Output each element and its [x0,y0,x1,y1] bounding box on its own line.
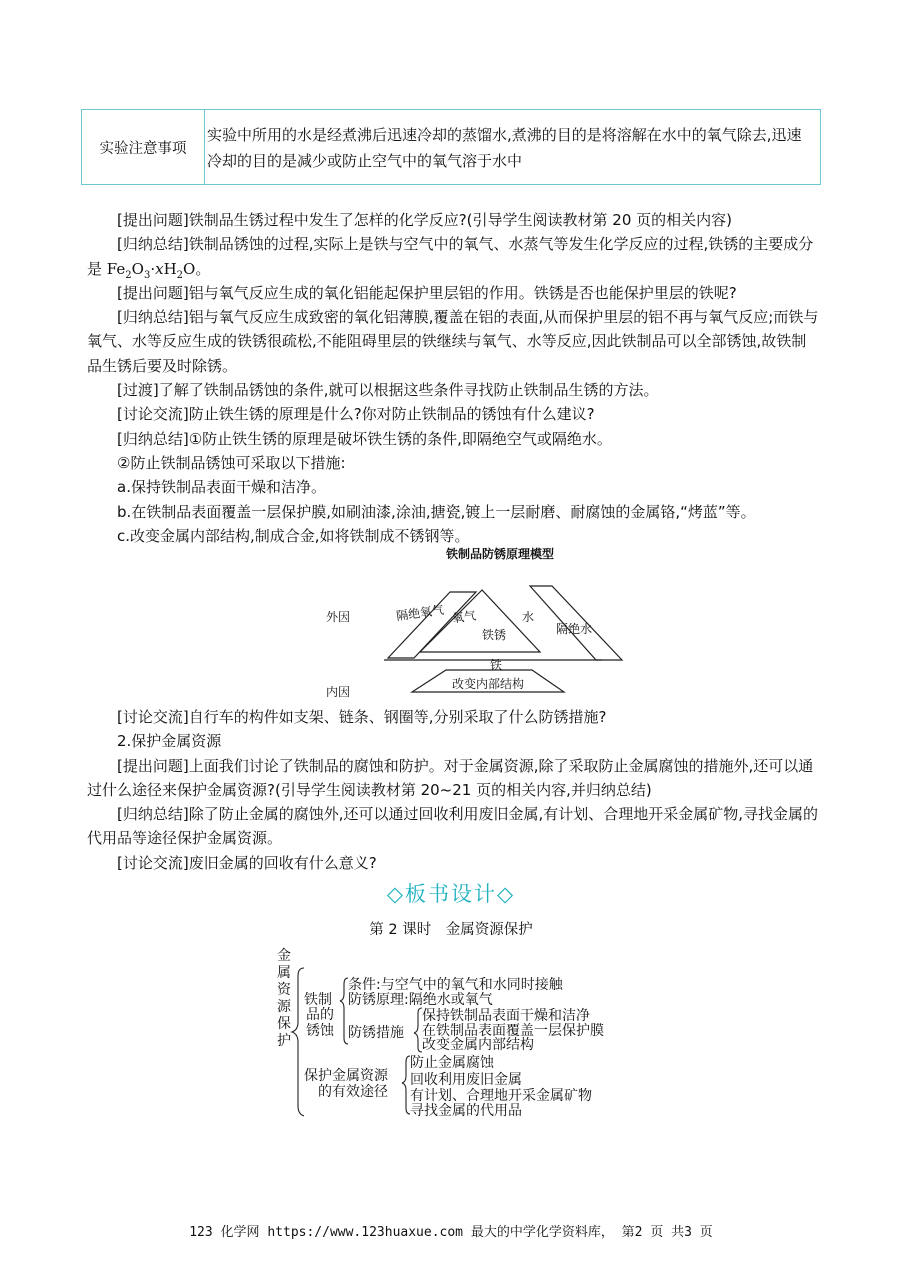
paragraph-text: 铝与氧气反应生成致密的氧化铝薄膜,覆盖在铝的表面,从而保护里层的铝不再与氧气反应;而铁与氧气、水等反应生成的铁锈很疏松,不能阻碍里层的铁继续与氧气、水等反应,因此铁制品可以全部锈蚀,故铁制品生锈后要及时除锈。 [87,308,819,375]
paragraph [87,802,821,851]
rust-prevention-model [300,540,660,700]
model-title: 铁制品防锈原理模型 [446,547,555,561]
rust-brace [340,978,348,1044]
branch2-line2: 的有效途径 [318,1084,388,1100]
pathway-4: 寻找金属的代用品 [410,1103,522,1119]
section-tag: [过渡] [117,381,159,400]
principle-text: 防锈原理:隔绝水或氧气 [348,992,493,1008]
section-tag: [讨论交流] [117,708,189,726]
paragraph-text: 废旧金属的回收有什么意义? [188,853,377,872]
paragraph-text: 了解了铁制品锈蚀的条件,就可以根据这些条件寻找防止铁制品生锈的方法。 [158,381,659,400]
section-tag: [归纳总结] [117,308,189,327]
measures-label: 防锈措施 [348,1025,404,1041]
board-outline [270,946,690,1126]
paragraph [87,427,821,451]
board-design-heading: ◇板书设计◇ [386,882,516,906]
section-tag: [归纳总结] [117,235,189,254]
notes-table-label: 实验注意事项 [82,110,205,184]
body-text-1 [87,208,821,548]
body-text-2 [87,705,821,875]
paragraph-text: 自行车的构件如支架、链条、钢圈等,分别采取了什么防锈措施? [188,708,607,726]
paragraph-text: 铝与氧气反应生成的氧化铝能起保护里层铝的作用。铁锈是否也能保护里层的铁呢? [188,283,737,302]
measures-brace [414,1008,422,1052]
branch1-line3: 锈蚀 [306,1023,334,1039]
branch2-line1: 保护金属资源 [304,1068,388,1084]
pathway-1: 防止金属腐蚀 [410,1055,494,1071]
measure-1: 保持铁制品表面干燥和洁净 [422,1008,590,1024]
section-tag: [讨论交流] [117,853,189,872]
lesson-title: 第 2 课时 金属资源保护 [369,922,533,938]
paragraph-text: 铁制品锈蚀的过程,实际上是铁与空气中的氧气、水蒸气等发生化学反应的过程,铁锈的主要成分是 [87,235,814,278]
pathways-brace [402,1056,410,1114]
branch1-line1: 铁制 [304,992,332,1008]
paragraph [87,754,821,803]
paragraph [87,851,821,875]
paragraph-text: 防止铁生锈的原理是什么?你对防止铁制品的锈蚀有什么建议? [188,405,595,424]
paragraph: c.改变金属内部结构,制成合金,如将铁制成不锈钢等。 [117,526,470,545]
inner-cause-label: 内因 [326,685,351,699]
paragraph-text: 上面我们讨论了铁制品的腐蚀和防护。对于金属资源,除了采取防止金属腐蚀的措施外,还可以通过什么途径来保护金属资源?(引导学生阅读教材第 20~21 页的相关内容,并归纳总结) [87,756,814,799]
section-heading: 2.保护金属资源 [117,732,222,751]
paragraph: ②防止铁制品锈蚀可采取以下措施: [117,453,346,472]
section-tag: [提出问题] [117,283,189,302]
paragraph [87,705,821,729]
root-label: 金 属 资 源 保 护 [277,948,291,1049]
isolate-oxygen-label: 隔绝氧气 [395,602,445,624]
iron-label: 铁 [490,658,503,672]
measure-2: 在铁制品表面覆盖一层保护膜 [422,1023,604,1039]
paragraph-text: 铁制品生锈过程中发生了怎样的化学反应?(引导学生阅读教材第 20 页的相关内容) [188,211,733,229]
pathway-3: 有计划、合理地开采金属矿物 [410,1088,592,1104]
notes-table [81,109,821,185]
paragraph: b.在铁制品表面覆盖一层保护膜,如刷油漆,涂油,搪瓷,镀上一层耐磨、耐腐蚀的金属铬,“烤蓝”等。 [117,502,756,521]
paragraph [87,378,821,402]
water-label: 水 [522,610,535,624]
rust-label: 铁锈 [482,628,507,642]
change-structure-label: 改变内部结构 [452,677,525,691]
section-tag: [提出问题] [117,756,189,775]
outer-cause-label: 外因 [326,610,351,624]
section-tag: [归纳总结] [117,429,189,448]
paragraph [87,305,821,378]
pathway-2: 回收利用废旧金属 [410,1072,522,1088]
paragraph [87,232,821,281]
paragraph-text: 除了防止金属的腐蚀外,还可以通过回收利用废旧金属,有计划、合理地开采金属矿物,寻找金属的代用品等途径保护金属资源。 [87,805,819,848]
rust-formula: $Fe_2O_3\cdot xH_2O$。 [106,259,211,281]
paragraph-text: ①防止铁生锈的原理是破坏铁生锈的条件,即隔绝空气或隔绝水。 [188,429,612,448]
condition-text: 条件:与空气中的氧气和水同时接触 [348,977,563,993]
page-footer: 123 化学网 https://www.123huaxue.com 最大的中学化学资料库， 第2 页 共3 页 [189,1225,713,1240]
section-tag: [提出问题] [117,211,189,229]
root-brace [292,968,304,1116]
isolate-water-label: 隔绝水 [556,622,593,636]
branch1-line2: 品的 [306,1007,334,1023]
paragraph: a.保持铁制品表面干燥和洁净。 [117,478,326,497]
paragraph [87,402,821,426]
paragraph [87,208,821,232]
oxygen-label: 氧气 [451,608,477,626]
section-tag: [讨论交流] [117,405,189,424]
section-tag: [归纳总结] [117,805,189,824]
measure-3: 改变金属内部结构 [422,1037,534,1053]
notes-table-content: 实验中所用的水是经煮沸后迅速冷却的蒸馏水,煮沸的目的是将溶解在水中的氧气除去,迅速冷却的目的是减少或防止空气中的氧气溶于水中 [207,126,802,170]
paragraph [87,281,821,305]
